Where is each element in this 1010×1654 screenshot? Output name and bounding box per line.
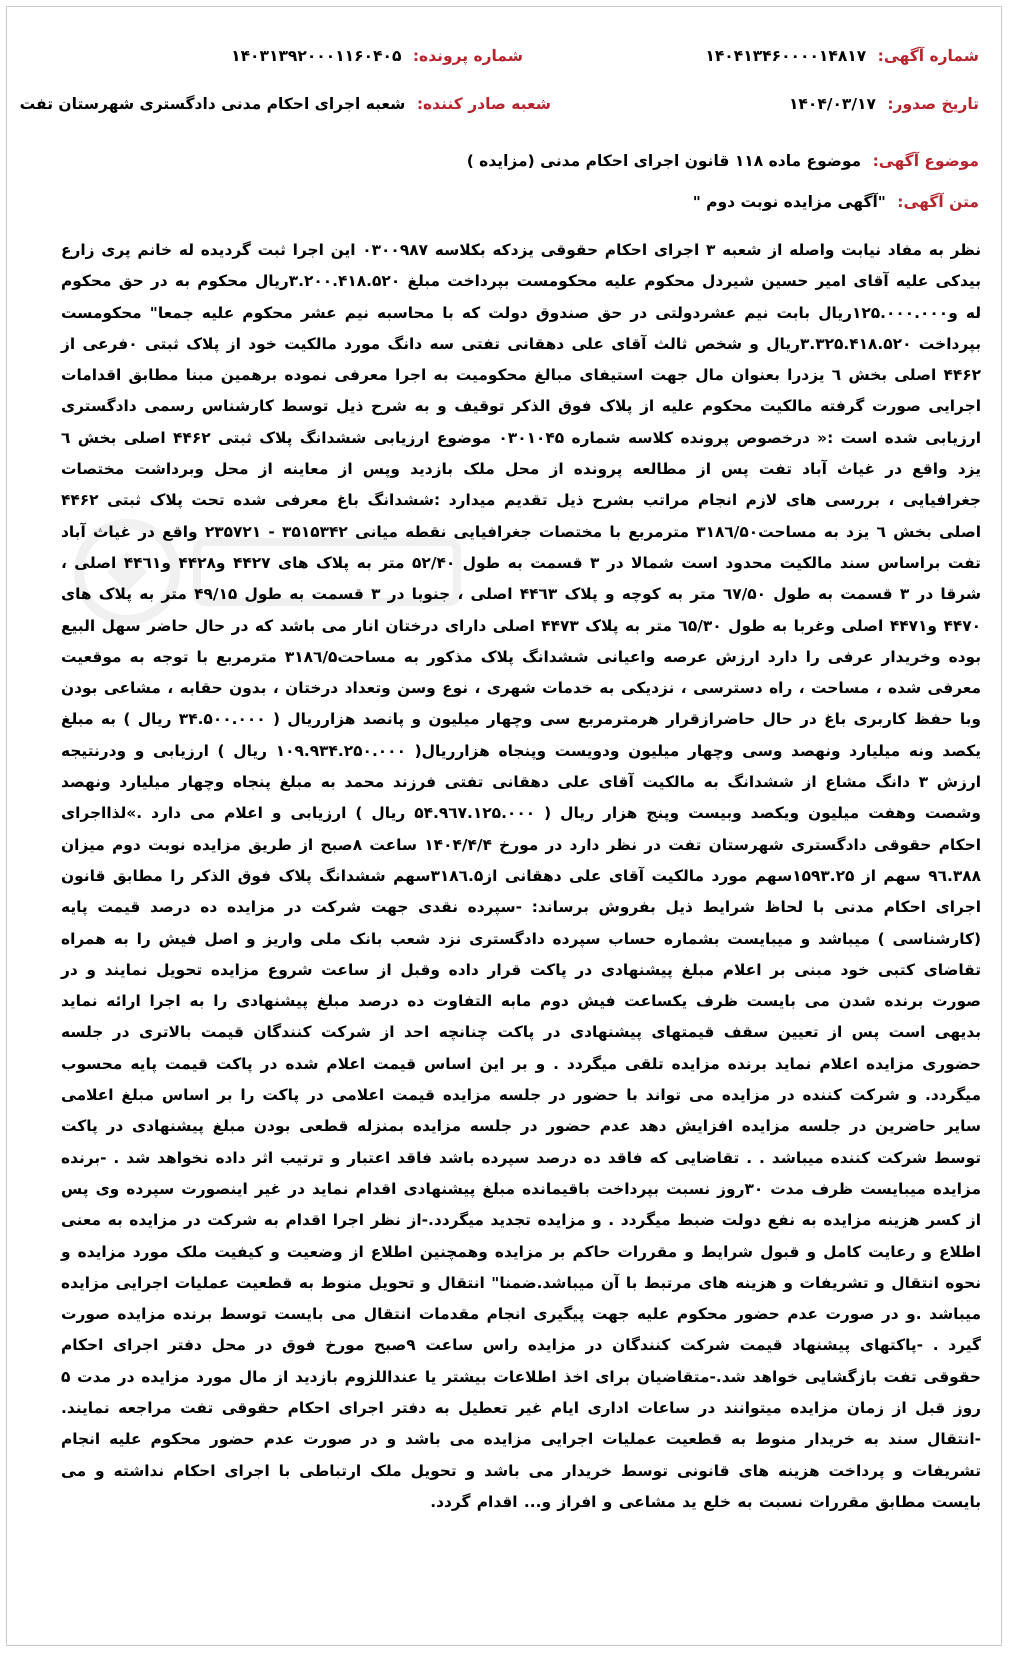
subject-value: موضوع ماده ۱۱۸ قانون اجرای احکام مدنی (مزایده ) — [466, 152, 862, 170]
issue-date — [789, 95, 979, 113]
issue-date-label: تاریخ صدور: — [887, 95, 979, 113]
text-title: "آگهی مزایده نوبت دوم " — [692, 193, 886, 211]
subject — [467, 152, 979, 170]
text-heading — [693, 193, 979, 211]
issuer — [20, 95, 551, 113]
issue-date-value: ۱۴۰۴/۰۳/۱۷ — [788, 95, 876, 113]
ad-number — [705, 47, 979, 65]
notice-body: نظر به مفاد نیابت واصله از شعبه ۳ اجرای احکام حقوقی یزدکه بکلاسه ۰۳۰۰۹۸۷ این اجرا ثبت گردیده له خانم پری زارع بیدکی علیه آقای امیر حسین شیردل محکوم علیه محکومست بپرداخت مبلغ ۳.۲۰۰.۴۱۸.۵۲۰ریال محکوم به در حق محکوم له و۱۲۵.۰۰۰.۰۰۰ریال بابت نیم عشردولتی در حق صندوق دولت که با محاسبه نیم عشر محکوم علیه جمعا" محکومست بپرداخت ۳.۳۲۵.۴۱۸.۵۲۰ریال و شخص ثالث آقای علی دهقانی تفتی سه دانگ مورد مالکیت خود از پلاک ثبتی ۰فرعی از ۴۴۶۲ اصلی بخش ٦ یزدرا بعنوان مال جهت استیفای مبالغ محکومیت به اجرا معرفی نموده برهمین مبنا مطابق اقدامات اجرایی صورت گرفته مالکیت محکوم علیه از پلاک فوق الذکر توقیف و به شرح ذیل توسط کارشناس رسمی دادگستری ارزیابی شده است :« درخصوص پرونده کلاسه شماره ۰۳۰۱۰۴۵ موضوع ارزیابی ششدانگ پلاک ثبتی ۴۴۶۲ اصلی بخش ٦ یزد واقع در غیاث آباد تفت پس از مطالعه پرونده از محل ملک بازدید وپس از معاینه از محل وبرداشت مختصات جغرافیایی ، بررسی های لازم انجام مراتب بشرح ذیل تقدیم میدارد :ششدانگ باغ معرفی شده تحت پلاک ثبتی ۴۴۶۲ اصلی بخش ٦ یزد به مساحت۳۱۸٦/۵۰ مترمربع با مختصات جغرافیایی نقطه میانی ۳۵۱۵۳۴۲ - ۲۳۵۷۲۱ واقع در غیاث آباد تفت براساس سند مالکیت محدود است شمالا در ۳ قسمت به طول ۵۲/۴۰ متر به پلاک های ۴۴۲۷ و۴۴۲۸ و۴۴٦۱ اصلی ، شرقا در ۳ قسمت به طول ٦۷/۵۰ متر به کوچه و پلاک ۴۴٦۳ اصلی ، جنوبا در ۳ قسمت به طول ۴۹/۱۵ متر به پلاک های ۴۴۷۰ و۴۴۷۱ اصلی وغربا به طول ٦۵/۳۰ متر به پلاک ۴۴۷۳ اصلی دارای درختان انار می باشد که در حال حاضر سهل البیع بوده وخریدار عرفی را دارد ارزش عرصه واعیانی ششدانگ پلاک مذکور به مساحت۳۱۸٦/۵ مترمربع با توجه به موقعیت معرفی شده ، مساحت ، راه دسترسی ، نزدیکی به خدمات شهری ، نوع وسن وتعداد درختان ، بدون حقابه ، مشاعی بودن وبا حفظ کاربری باغ در حال حاضرازقرار هرمترمربع سی وچهار میلیون و پانصد هزارریال ( ۳۴.۵۰۰.۰۰۰ ریال ) به مبلغ یکصد ونه میلیارد ونهصد وسی وچهار میلیون ودویست وپنجاه هزارریال( ۱۰۹.۹۳۴.۲۵۰.۰۰۰ ریال ) ارزیابی و ودرنتیجه ارزش ۳ دانگ مشاع از ششدانگ به مالکیت آقای علی دهقانی تفتی فرزند محمد به مبلغ پنجاه وچهار میلیارد ونهصد وشصت وهفت میلیون ویکصد وبیست وپنج هزار ریال ( ۵۴.۹٦۷.۱۲۵.۰۰۰ ریال ) ارزیابی و اعلام می دارد .»لذااجرای احکام حقوقی دادگستری شهرستان تفت در نظر دارد در مورخ ۱۴۰۴/۴/۴ ساعت ۸صبح از طریق مزایده نوبت دوم میزان ۹٦.۳۸۸ سهم از ۱۵۹۳.۲۵سهم مورد مالکیت آقای علی دهقانی از۳۱۸٦.۵سهم ششدانگ پلاک فوق الذکر را مطابق قانون اجرای احکام مدنی با لحاظ شرایط ذیل بفروش برساند: -سپرده نقدی جهت شرکت در مزایده ده درصد قیمت پایه (کارشناسی ) میباشد و میبایست بشماره حساب سپرده دادگستری نزد شعب بانک ملی واریز و اصل فیش را به همراه تقاضای کتبی خود مبنی بر اعلام مبلغ پیشنهادی در پاکت قرار داده وقبل از ساعت شروع مزایده تحویل نمایند و در صورت برنده شدن می بایست ظرف یکساعت فیش دوم مابه التفاوت ده درصد مبلغ پیشنهادی را به اجرا ارائه نماید بدیهی است پس از تعیین سقف قیمتهای پیشنهادی در پاکت چنانچه احد از شرکت کنندگان قیمت بالاتری در جلسه حضوری مزایده اعلام نماید برنده مزایده تلقی میگردد . و بر این اساس قیمت اعلام شده در پاکت قیمت پایه محسوب میگردد. و شرکت کننده در مزایده می تواند با حضور در جلسه مزایده قیمت اعلامی در پاکت را بر اساس مبلغ اعلامی سایر حاضرین در جلسه مزایده افزایش دهد عدم حضور در جلسه مزایده بمنزله قطعی بودن مبلغ پیشنهادی در پاکت توسط شرکت کننده میباشد . . تقاضایی که فاقد ده درصد سپرده باشد فاقد اعتبار و ترتیب اثر داده نخواهد شد . -برنده مزایده میبایست ظرف مدت ۳۰روز نسبت بپرداخت باقیمانده مبلغ پیشنهادی اقدام نماید در غیر اینصورت سپرده وی پس از کسر هزینه مزایده به نفع دولت ضبط میگردد . و مزایده تجدید میگردد.-از نظر اجرا اقدام به شرکت در مزایده به معنی اطلاع و رعایت کامل و قبول شرایط و مقررات حاکم بر مزایده وهمچنین اطلاع از وضعیت و کیفیت ملک مورد مزایده و نحوه انتقال و تشریفات و هزینه های مرتبط با آن میباشد.ضمنا" انتقال و تحویل منوط به قطعیت عملیات اجرایی مزایده میباشد .و در صورت عدم حضور محکوم علیه جهت پیگیری انجام مقدمات انتقال می بایست توسط برنده مزایده صورت گیرد . -پاکتهای پیشنهاد قیمت شرکت کنندگان در مزایده راس ساعت ۹صبح مورخ فوق در محل دفتر اجرای احکام حقوقی تفت بازگشایی خواهد شد.-متقاضیان برای اخذ اطلاعات بیشتر یا عنداللزوم بازدید از مال مورد مزایده در مدت ۵ روز قبل از زمان مزایده میتوانند در ساعات اداری ایام غیر تعطیل به دفتر اجرای احکام حقوقی تفت مراجعه نمایند. -انتقال سند به خریدار منوط به قطعیت عملیات اجرایی مزایده می باشد و در صورت عدم حضور محکوم علیه انجام تشریفات و پرداخت هزینه های قانونی توسط خریدار می باشد و تحویل ملک ارتباطی با اجرای احکام نداشته و می بایست مطابق مقررات نسبت به خلع ید مشاعی و افراز و... اقدام گردد. — [61, 241, 982, 1511]
issuer-value: شعبه اجرای احکام مدنی دادگستری شهرستان تفت — [19, 95, 406, 113]
ad-number-label: شماره آگهی: — [877, 47, 979, 65]
notice-frame — [6, 6, 1002, 1646]
file-number-label: شماره پرونده: — [412, 47, 523, 65]
file-number — [231, 47, 523, 65]
issuer-label: شعبه صادر کننده: — [416, 95, 551, 113]
ad-number-value: ۱۴۰۴۱۳۴۶۰۰۰۰۱۴۸۱۷ — [705, 47, 867, 65]
subject-label: موضوع آگهی: — [872, 152, 979, 170]
file-number-value: ۱۴۰۳۱۳۹۲۰۰۰۱۱۶۰۴۰۵ — [231, 47, 402, 65]
text-label: متن آگهی: — [897, 193, 979, 211]
